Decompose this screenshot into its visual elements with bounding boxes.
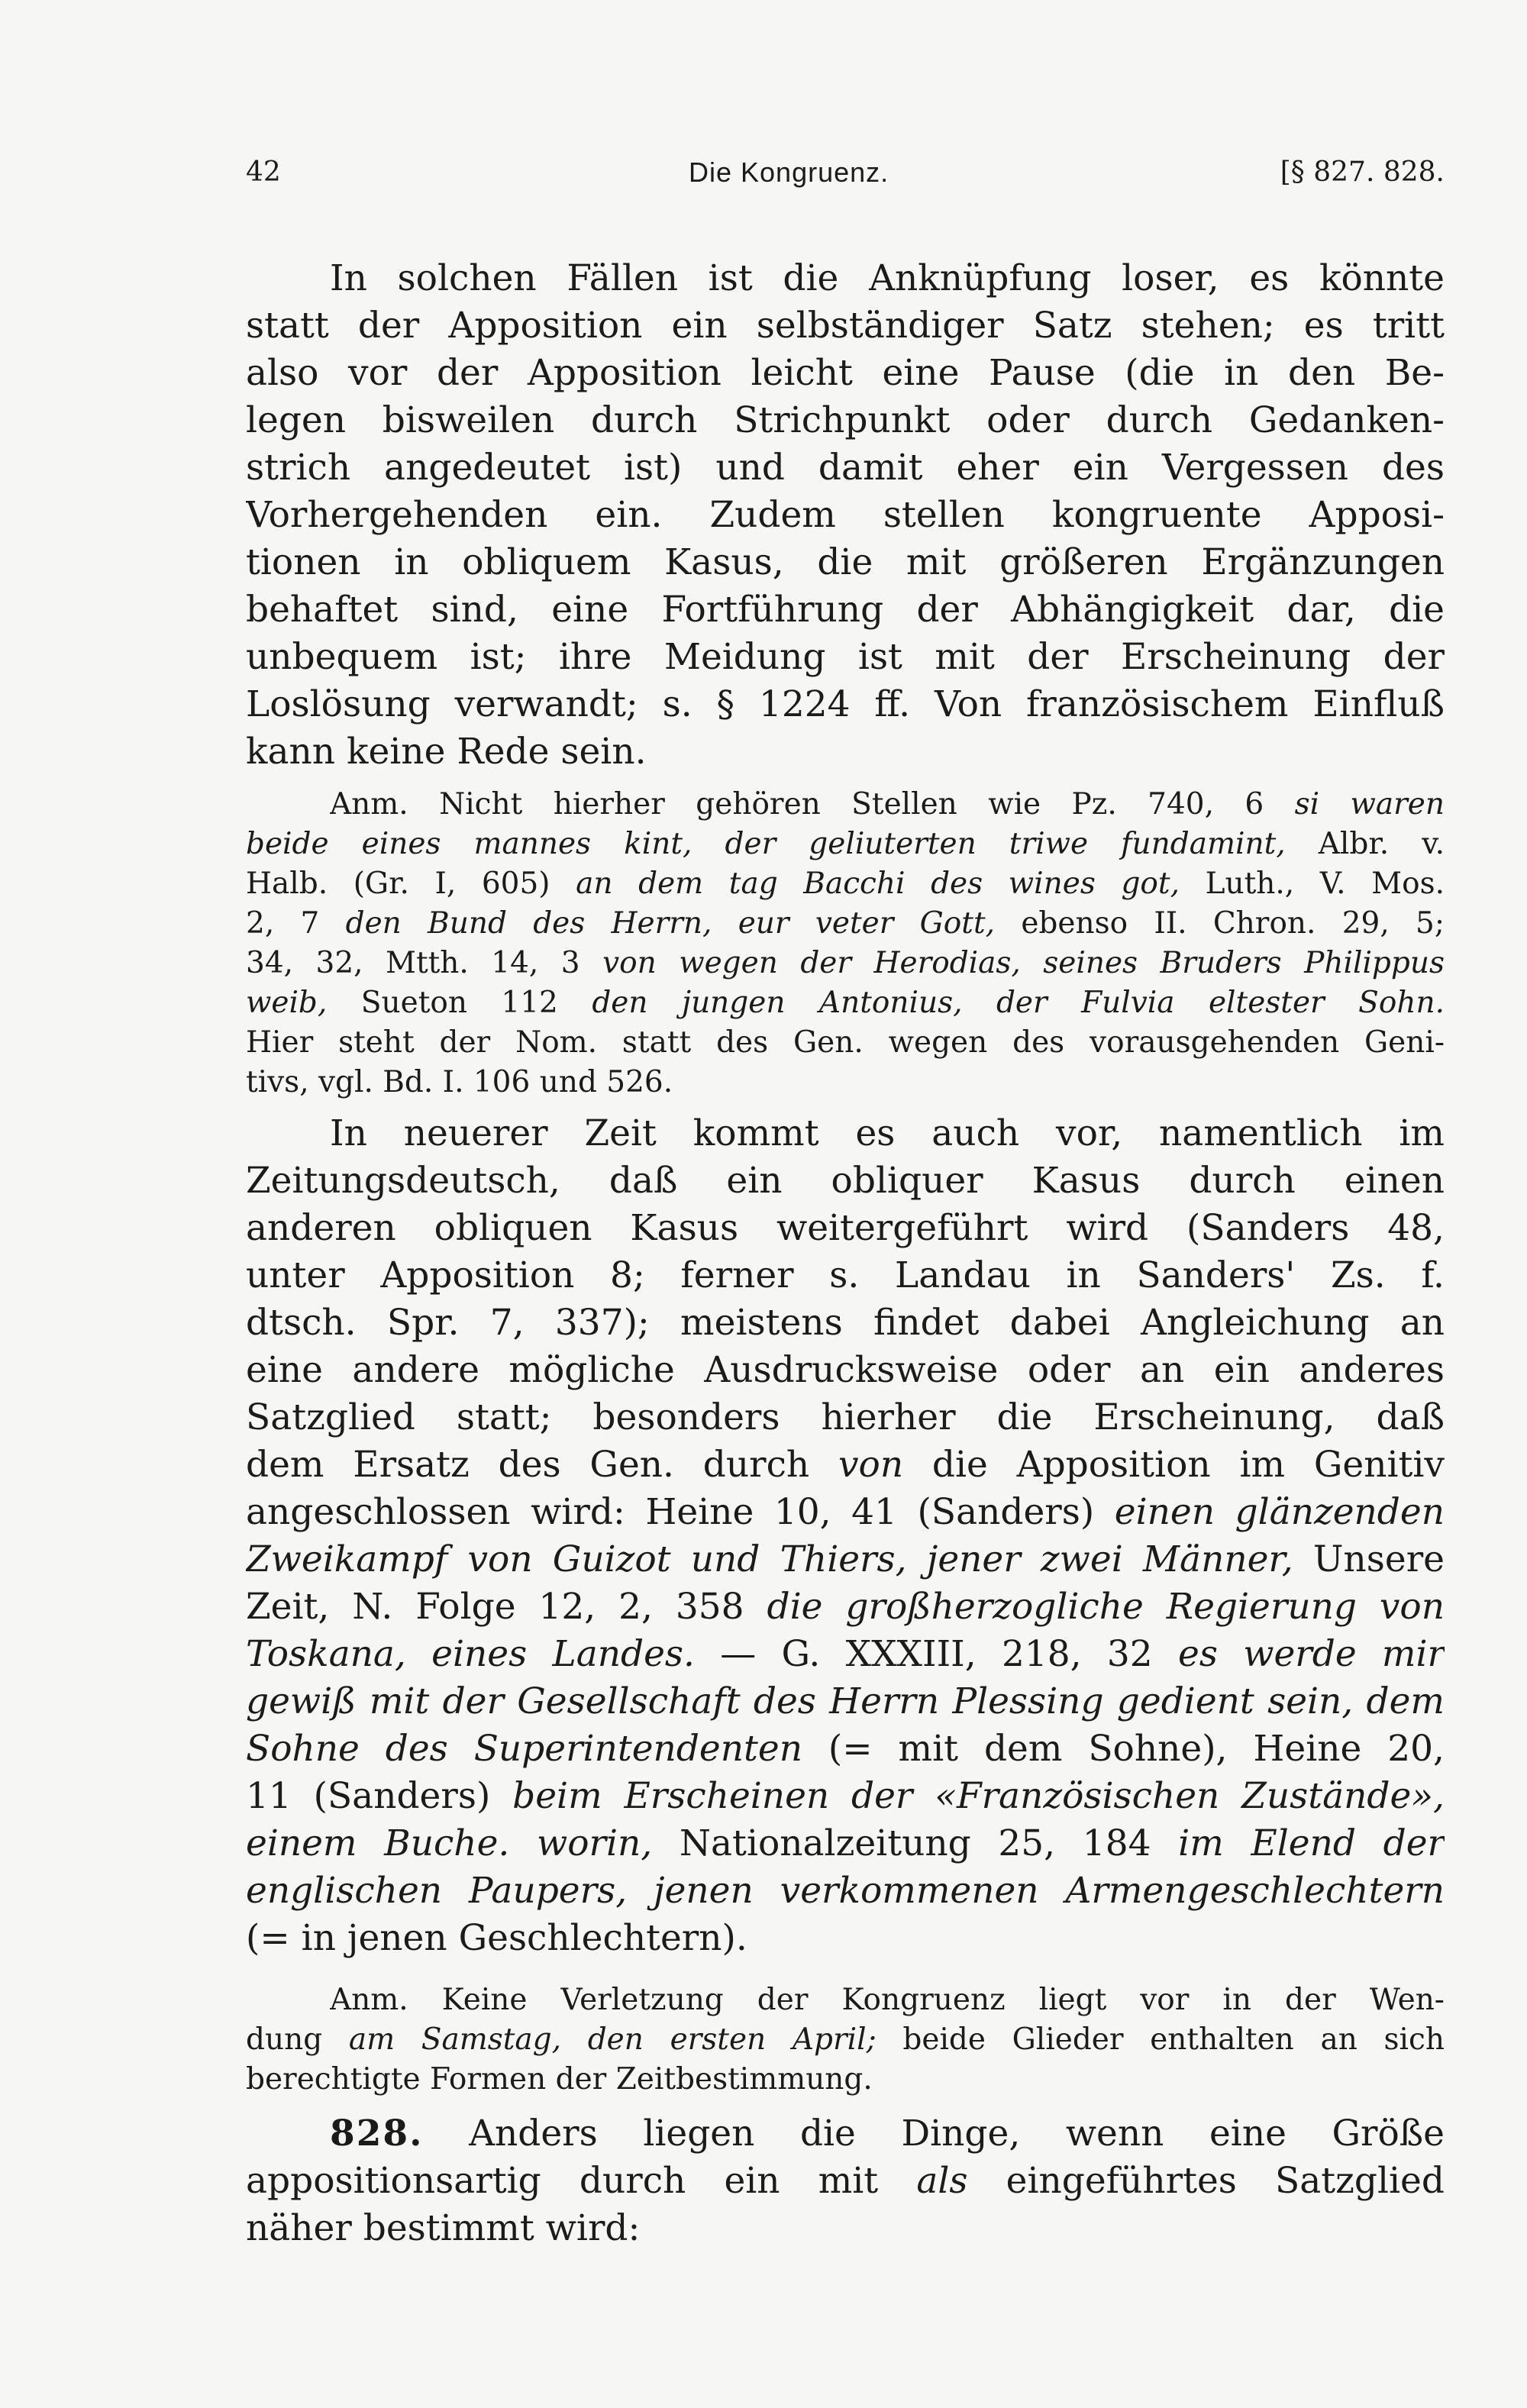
text-line: englischen Paupers, jenen verkommenen Armengeschlechtern [246, 1870, 1445, 1912]
text-line: eine andere mögliche Ausdrucksweise oder an ein anderes [246, 1349, 1445, 1391]
note-line: 2, 7 den Bund des Herrn, eur veter Gott, ebenso II. Chron. 29, 5; [246, 906, 1445, 941]
text-line: Zweikampf von Guizot und Thiers, jener zwei Männer, Unsere [246, 1538, 1445, 1580]
text-line: (= in jenen Geschlechtern). [246, 1917, 747, 1959]
text-line: unter Apposition 8; ferner s. Landau in Sanders' Zs. f. [246, 1254, 1445, 1296]
text-line: gewiß mit der Gesellschaft des Herrn Plessing gedient sein, dem [246, 1680, 1445, 1722]
text-line: Zeit, N. Folge 12, 2, 358 die großherzogliche Regierung von [246, 1586, 1445, 1628]
text-line: Satzglied statt; besonders hierher die Erscheinung, daß [246, 1396, 1445, 1438]
note-line: Anm. Keine Verletzung der Kongruenz liegt vor in der Wen- [330, 1983, 1445, 2017]
text-line: Vorhergehenden ein. Zudem stellen kongruente Apposi- [246, 494, 1445, 536]
text-line: näher bestimmt wird: [246, 2207, 641, 2249]
text-line: statt der Apposition ein selbständiger Satz stehen; es tritt [246, 305, 1445, 347]
text-line: strich angedeutet ist) und damit eher ein Vergessen des [246, 447, 1445, 489]
text-line: 828. Anders liegen die Dinge, wenn eine Größe [330, 2113, 1445, 2155]
text-line: angeschlossen wird: Heine 10, 41 (Sanders) einen glänzenden [246, 1491, 1445, 1533]
note-line: dung am Samstag, den ersten April; beide Glieder enthalten an sich [246, 2022, 1445, 2057]
text-line: Toskana, eines Landes. — G. XXXIII, 218, 32 es werde mir [246, 1633, 1445, 1675]
text-line: unbequem ist; ihre Meidung ist mit der Erscheinung der [246, 636, 1445, 678]
text-line: behaftet sind, eine Fortführung der Abhängigkeit dar, die [246, 589, 1445, 631]
note-line: tivs, vgl. Bd. I. 106 und 526. [246, 1065, 673, 1099]
text-line: appositionsartig durch ein mit als eingeführtes Satzglied [246, 2160, 1445, 2202]
running-title: Die Kongruenz. [689, 157, 889, 188]
note-line: 34, 32, Mtth. 14, 3 von wegen der Herodias, seines Bruders Philippus [246, 946, 1445, 980]
text-line: einem Buche. worin, Nationalzeitung 25, 184 im Elend der [246, 1822, 1445, 1864]
text-line: kann keine Rede sein. [246, 731, 647, 773]
text-line: In neuerer Zeit kommt es auch vor, namentlich im [330, 1112, 1445, 1154]
text-line: Sohne des Superintendenten (= mit dem Sohne), Heine 20, [246, 1728, 1445, 1770]
section-reference: [§ 827. 828. [1280, 157, 1445, 188]
text-line: Loslösung verwandt; s. § 1224 ff. Von französischem Einfluß [246, 683, 1445, 725]
text-line: anderen obliquen Kasus weitergeführt wird (Sanders 48, [246, 1207, 1445, 1249]
note-line: beide eines mannes kint, der geliuterten triwe fundamint, Albr. v. [246, 827, 1445, 861]
page-number: 42 [246, 157, 281, 188]
text-line: dtsch. Spr. 7, 337); meistens findet dabei Angleichung an [246, 1302, 1445, 1344]
text-line: In solchen Fällen ist die Anknüpfung loser, es könnte [330, 257, 1445, 299]
text-line: tionen in obliquem Kasus, die mit größeren Ergänzungen [246, 541, 1445, 583]
text-line: 11 (Sanders) beim Erscheinen der «Französischen Zustände», [246, 1775, 1445, 1817]
text-line: legen bisweilen durch Strichpunkt oder durch Gedanken- [246, 399, 1445, 441]
section-number: 828. [330, 2113, 424, 2155]
note-line: Hier steht der Nom. statt des Gen. wegen des vorausgehenden Geni- [246, 1025, 1445, 1060]
text-line: also vor der Apposition leicht eine Pause (die in den Be- [246, 352, 1445, 394]
note-line: Anm. Nicht hierher gehören Stellen wie Pz. 740, 6 si waren [330, 787, 1445, 821]
text-line: dem Ersatz des Gen. durch von die Apposition im Genitiv [246, 1444, 1445, 1486]
note-line: weib, Sueton 112 den jungen Antonius, der Fulvia eltester Sohn. [246, 986, 1445, 1020]
note-line: berechtigte Formen der Zeitbestimmung. [246, 2062, 873, 2097]
running-header [246, 157, 1445, 202]
text-line: Zeitungsdeutsch, daß ein obliquer Kasus durch einen [246, 1160, 1445, 1202]
note-line: Halb. (Gr. I, 605) an dem tag Bacchi des wines got, Luth., V. Mos. [246, 867, 1445, 901]
